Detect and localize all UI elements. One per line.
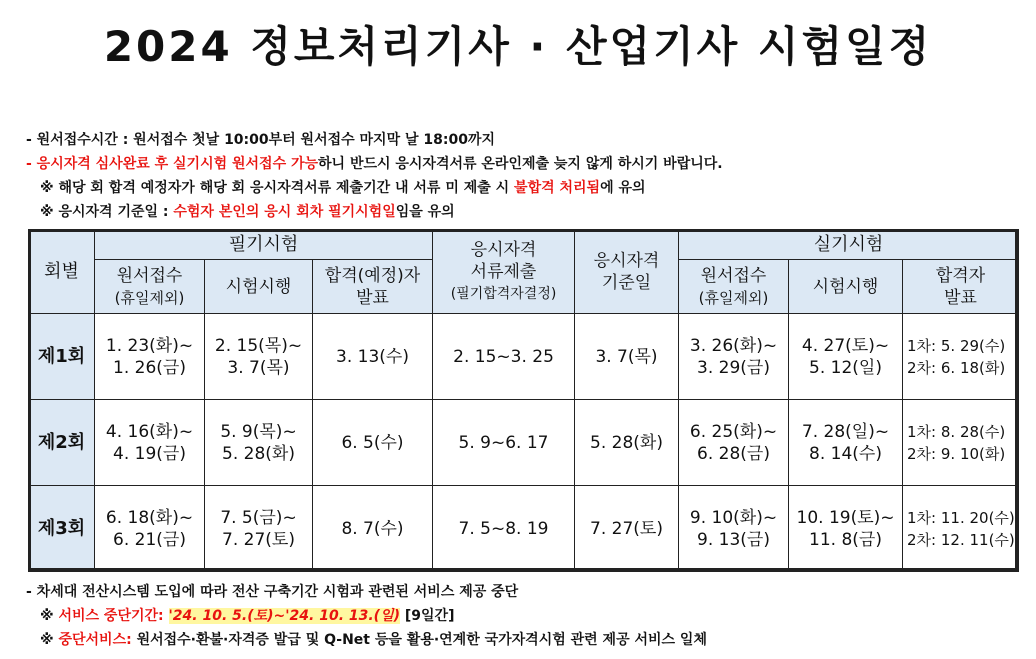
header-round: 회별 [29,230,95,314]
practical-exam-end: 11. 8(금) [809,529,882,550]
practical-result-first: 1차: 5. 29(수) [907,336,1006,355]
written-result-cell: 3. 13(수) [313,314,433,400]
practical-exam-start: 4. 27(토)~ [801,335,890,356]
header-written-apply [95,260,205,314]
header-docs-line3: (필기합격자결정) [450,285,557,302]
header-docs-submission [433,230,575,314]
written-result-cell: 6. 5(수) [313,400,433,486]
table-row [29,486,1019,572]
practical-result-first: 1차: 11. 20(수) [907,508,1015,527]
header-docs-line1: 응시자격 [470,239,537,260]
notice-section [26,128,723,224]
header-written-result [313,260,433,314]
footer-line-2-mark: ※ [40,608,59,624]
written-exam-cell [205,486,313,572]
footer-line-2 [26,604,707,628]
practical-exam-end: 8. 14(수) [809,443,882,464]
notice-line-2-text: 하니 반드시 응시자격서류 온라인제출 늦지 않게 하시기 바랍니다. [318,156,723,172]
written-apply-start: 4. 16(화)~ [105,421,194,442]
header-written-result-line2: 발표 [356,287,389,308]
practical-result-cell [903,400,1019,486]
notice-line-3-text-b: 에 유의 [600,180,646,196]
written-exam-end: 3. 7(목) [227,357,290,378]
header-practical-exam: 실기시험 [679,230,1019,260]
notice-line-4-emphasis: 수험자 본인의 응시 회차 필기시험일 [173,204,396,220]
docs-period-cell: 5. 9~6. 17 [433,400,575,486]
notice-line-1: - 원서접수시간 : 원서접수 첫날 10:00부터 원서접수 마지막 날 18:00까지 [26,132,495,148]
notice-line-4 [26,200,723,224]
page-title: 2024 정보처리기사 · 산업기사 시험일정 [103,22,933,71]
interruption-period-label: 서비스 중단기간: [58,608,164,624]
footer-line-3-mark: ※ [40,632,59,648]
written-apply-cell [95,400,205,486]
practical-exam-end: 5. 12(일) [809,357,882,378]
table-row [29,400,1019,486]
interrupted-services-text: 원서접수·환불·자격증 발급 및 Q-Net 등을 활용·연계한 국가자격시험 관련 제공 서비스 일체 [131,632,707,648]
practical-result-cell [903,314,1019,400]
header-practical-result-line1: 합격자 [935,265,986,286]
written-exam-start: 2. 15(목)~ [214,335,303,356]
header-practical-exam-date: 시험시행 [789,260,903,314]
written-result-cell: 8. 7(수) [313,486,433,572]
docs-period-cell: 2. 15~3. 25 [433,314,575,400]
base-date-cell: 3. 7(목) [575,314,679,400]
practical-result-cell [903,486,1019,572]
row-round-label: 제2회 [29,400,95,486]
practical-apply-cell [679,486,789,572]
practical-exam-start: 10. 19(토)~ [796,507,895,528]
header-practical-apply [679,260,789,314]
written-apply-end: 1. 26(금) [113,357,186,378]
written-apply-end: 6. 21(금) [113,529,186,550]
footer-line-1: - 차세대 전산시스템 도입에 따라 전산 구축기간 시험과 관련된 서비스 제공 중단 [26,584,519,600]
written-exam-end: 7. 27(토) [222,529,295,550]
header-base-line1: 응시자격 [593,250,660,271]
practical-apply-start: 9. 10(화)~ [689,507,778,528]
header-docs-line2: 서류제출 [470,261,537,282]
notice-line-2-emphasis: - 응시자격 심사완료 후 실기시험 원서접수 가능 [26,156,319,172]
written-exam-cell [205,314,313,400]
header-base-date [575,230,679,314]
footer-line-3 [26,628,707,652]
interrupted-services-label: 중단서비스: [58,632,132,648]
practical-exam-start: 7. 28(일)~ [801,421,890,442]
practical-apply-cell [679,314,789,400]
written-exam-start: 7. 5(금)~ [220,507,297,528]
docs-period-cell: 7. 5~8. 19 [433,486,575,572]
practical-apply-end: 9. 13(금) [697,529,770,550]
notice-line-3-emphasis: 불합격 처리됨 [514,180,601,196]
header-written-result-line1: 합격(예정)자 [324,265,421,286]
practical-result-second: 2차: 9. 10(화) [907,444,1006,463]
written-apply-cell [95,314,205,400]
header-practical-result [903,260,1019,314]
exam-schedule-table [28,229,1019,572]
practical-apply-end: 6. 28(금) [697,443,770,464]
written-apply-end: 4. 19(금) [113,443,186,464]
written-apply-start: 1. 23(화)~ [105,335,194,356]
practical-exam-cell [789,314,903,400]
practical-result-second: 2차: 6. 18(화) [907,358,1006,377]
practical-exam-cell [789,400,903,486]
interruption-period-dates: '24. 10. 5.(토)~'24. 10. 13.(일) [168,608,401,624]
interruption-period-days: [9일간] [400,608,455,624]
service-interruption-notice [26,580,707,652]
practical-exam-cell [789,486,903,572]
written-exam-end: 5. 28(화) [222,443,295,464]
header-base-line2: 기준일 [601,272,652,293]
practical-apply-cell [679,400,789,486]
notice-line-4-text-b: 임을 유의 [395,204,455,220]
notice-line-3 [26,176,723,200]
written-apply-cell [95,486,205,572]
row-round-label: 제1회 [29,314,95,400]
row-round-label: 제3회 [29,486,95,572]
practical-apply-start: 3. 26(화)~ [689,335,778,356]
table-row [29,314,1019,400]
practical-apply-end: 3. 29(금) [697,357,770,378]
header-written-exam-date: 시험시행 [205,260,313,314]
header-written-exam: 필기시험 [95,230,433,260]
practical-apply-start: 6. 25(화)~ [689,421,778,442]
written-exam-start: 5. 9(목)~ [220,421,297,442]
practical-result-second: 2차: 12. 11(수) [907,530,1015,549]
written-exam-cell [205,400,313,486]
written-apply-start: 6. 18(화)~ [105,507,194,528]
header-written-apply-line2: (휴일제외) [114,288,185,307]
header-written-apply-line1: 원서접수 [116,265,183,286]
notice-line-4-text-a: ※ 응시자격 기준일 : [40,204,174,220]
practical-result-first: 1차: 8. 28(수) [907,422,1006,441]
header-practical-apply-line2: (휴일제외) [698,288,769,307]
notice-line-2 [26,152,723,176]
base-date-cell: 5. 28(화) [575,400,679,486]
header-practical-apply-line1: 원서접수 [700,265,767,286]
notice-line-3-text-a: ※ 해당 회 합격 예정자가 해당 회 응시자격서류 제출기간 내 서류 미 제출 시 [40,180,515,196]
header-practical-result-line2: 발표 [944,287,977,308]
base-date-cell: 7. 27(토) [575,486,679,572]
